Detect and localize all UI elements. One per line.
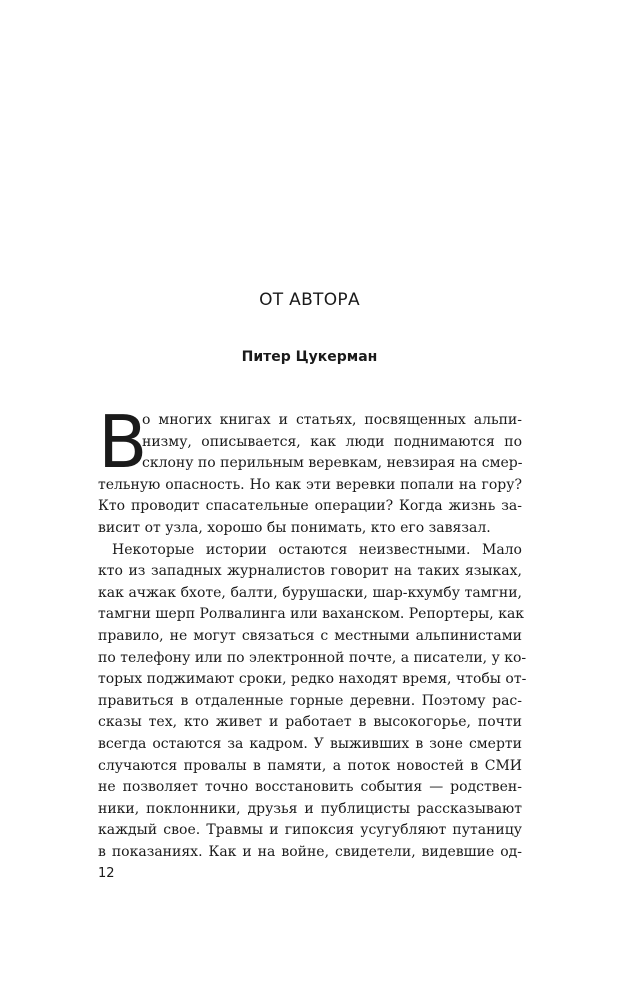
text-line: как ачжак бхоте, балти, бурушаски, шар-кхумбу тамгни, [98,584,522,601]
text-line: торых поджимают сроки, редко находят время, чтобы от- [98,671,527,688]
chapter-title: ОТ АВТОРА [259,290,360,310]
body-text [98,400,527,863]
page-number: 12 [98,866,115,881]
text-line: о многих книгах и статьях, посвященных альпи- [142,412,522,428]
text-line: ники, поклонники, друзья и публицисты рассказывают [98,800,522,817]
text-line: висит от узла, хорошо бы понимать, кто его завязал. [98,519,491,536]
text-line: кто из западных журналистов говорит на таких языках, [98,563,522,580]
text-line: случаются провалы в памяти, а поток новостей в СМИ [98,757,522,774]
text-line: по телефону или по электронной почте, а писатели, у ко- [98,649,527,666]
text-line: каждый свое. Травмы и гипоксия усугубляют путаницу [98,822,522,839]
drop-cap: В [98,400,148,484]
text-line: всегда остаются за кадром. У выживших в зоне смерти [98,735,522,752]
text-line: правило, не могут связаться с местными альпинистами [98,627,522,644]
text-line: склону по перильным веревкам, невзирая на смер- [142,455,523,472]
paragraph-2 [98,540,527,864]
author-name: Питер Цукерман [241,349,378,365]
text-line: Кто проводит спасательные операции? Когда жизнь за- [98,498,522,515]
text-line: сказы тех, кто живет и работает в высокогорье, почти [98,714,522,731]
text-line: тамгни шерп Ролвалинга или ваханском. Репортеры, как [98,606,525,623]
text-line: низму, описывается, как люди поднимаются по [142,433,522,450]
text-line: в показаниях. Как и на войне, свидетели, видевшие од- [98,843,522,860]
text-line: не позволяет точно восстановить события — родствен- [98,779,522,796]
paragraph-1 [98,400,523,540]
text-line: тельную опасность. Но как эти веревки попали на гору? [98,476,522,493]
text-line: Некоторые истории остаются неизвестными. Мало [112,541,522,558]
text-line: правиться в отдаленные горные деревни. Поэтому рас- [98,692,522,709]
